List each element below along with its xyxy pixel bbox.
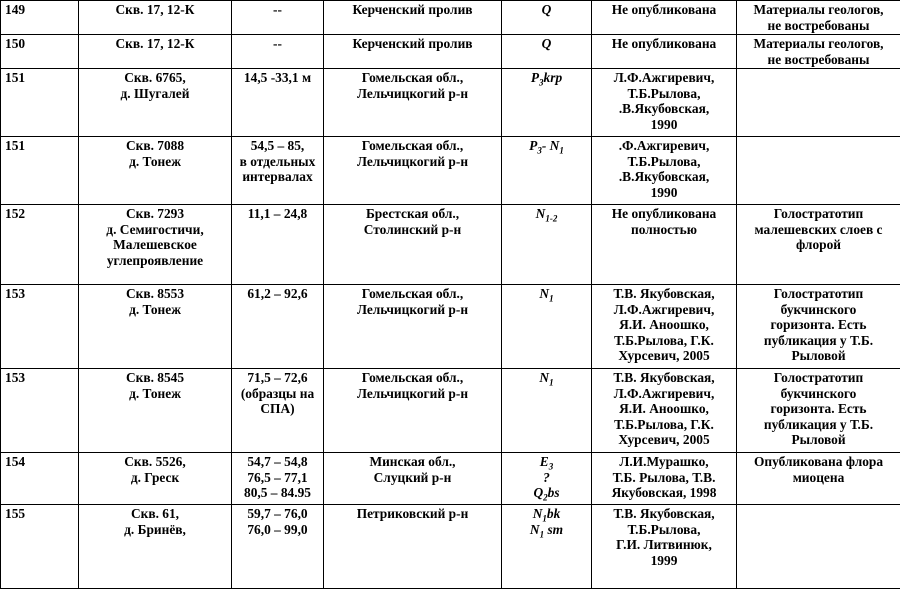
- cell-line: Т.Б.Рылова, Г.К.: [594, 417, 734, 433]
- cell-line: 1990: [594, 185, 734, 201]
- cell-line: Лельчицкогий р-н: [326, 86, 499, 102]
- cell-line: флорой: [739, 237, 898, 253]
- strat-subscript: 1-2: [545, 214, 557, 224]
- cell-line: Не опубликована: [594, 36, 734, 52]
- well-cell: [79, 285, 232, 369]
- strat-line: [504, 36, 589, 52]
- cell-line: .Ф.Ажгиревич,: [594, 138, 734, 154]
- cell-line: Скв. 17, 12-К: [81, 36, 229, 52]
- location-cell: [324, 1, 502, 35]
- depth-cell: [232, 205, 324, 285]
- table-row: [1, 205, 900, 285]
- stratigraphy-cell: [502, 1, 592, 35]
- cell-line: д. Тонеж: [81, 302, 229, 318]
- cell-line: .В.Якубовская,: [594, 169, 734, 185]
- cell-line: 54,5 – 85,: [234, 138, 321, 154]
- cell-line: Я.И. Аноошко,: [594, 401, 734, 417]
- strat-subscript: 3: [549, 462, 554, 472]
- strat-text: bk: [547, 506, 560, 521]
- cell-line: Т.В. Якубовская,: [594, 506, 734, 522]
- strat-line: [504, 485, 589, 501]
- cell-line: Материалы геологов,: [739, 2, 898, 18]
- strat-subscript: 1: [549, 294, 554, 304]
- cell-line: --: [234, 2, 321, 18]
- cell-line: Скв. 6765,: [81, 70, 229, 86]
- cell-line: Л.Ф.Ажгиревич,: [594, 70, 734, 86]
- cell-line: Рыловой: [739, 432, 898, 448]
- strat-subscript: 2: [543, 493, 548, 503]
- well-cell: [79, 137, 232, 205]
- cell-line: д. Шугалей: [81, 86, 229, 102]
- cell-line: Л.Ф.Ажгиревич,: [594, 302, 734, 318]
- cell-line: Петриковский р-н: [326, 506, 499, 522]
- cell-line: 76,0 – 99,0: [234, 522, 321, 538]
- strat-text: ?: [543, 470, 550, 485]
- cell-line: 1990: [594, 117, 734, 133]
- table-row: [1, 1, 900, 35]
- depth-cell: [232, 69, 324, 137]
- stratigraphy-cell: [502, 505, 592, 589]
- location-cell: [324, 369, 502, 453]
- authors-cell: [592, 453, 737, 505]
- location-cell: [324, 137, 502, 205]
- well-cell: [79, 453, 232, 505]
- cell-line: 80,5 – 84.95: [234, 485, 321, 501]
- cell-line: Голостратотип: [739, 286, 898, 302]
- cell-line: Т.Б. Рылова, Т.В.: [594, 470, 734, 486]
- strat-line: [504, 370, 589, 386]
- cell-line: букчинского: [739, 386, 898, 402]
- location-cell: [324, 205, 502, 285]
- cell-line: Т.В. Якубовская,: [594, 286, 734, 302]
- cell-line: Гомельская обл.,: [326, 286, 499, 302]
- depth-cell: [232, 453, 324, 505]
- cell-line: Т.Б.Рылова,: [594, 522, 734, 538]
- table-row: [1, 35, 900, 69]
- cell-line: Не опубликована: [594, 206, 734, 222]
- depth-cell: [232, 505, 324, 589]
- table-row: [1, 505, 900, 589]
- strat-text: N: [536, 206, 546, 221]
- cell-line: горизонта. Есть: [739, 401, 898, 417]
- strat-text: Q: [542, 2, 552, 17]
- authors-cell: [592, 35, 737, 69]
- authors-cell: [592, 285, 737, 369]
- cell-line: Столинский р-н: [326, 222, 499, 238]
- strat-text: E: [540, 454, 549, 469]
- cell-line: 71,5 – 72,6: [234, 370, 321, 386]
- well-cell: [79, 205, 232, 285]
- cell-line: Скв. 5526,: [81, 454, 229, 470]
- stratigraphy-cell: [502, 35, 592, 69]
- cell-line: 61,2 – 92,6: [234, 286, 321, 302]
- strat-subscript: 1: [540, 529, 545, 539]
- strat-text: P: [529, 138, 537, 153]
- cell-line: Гомельская обл.,: [326, 138, 499, 154]
- depth-cell: [232, 35, 324, 69]
- well-cell: [79, 369, 232, 453]
- cell-line: Брестская обл.,: [326, 206, 499, 222]
- cell-line: полностью: [594, 222, 734, 238]
- location-cell: [324, 35, 502, 69]
- cell-line: Малешевское: [81, 237, 229, 253]
- notes-cell: [737, 205, 900, 285]
- row-number-cell: 153: [1, 369, 79, 453]
- cell-line: Якубовская, 1998: [594, 485, 734, 501]
- cell-line: д. Тонеж: [81, 386, 229, 402]
- authors-cell: [592, 505, 737, 589]
- cell-line: не востребованы: [739, 52, 898, 68]
- cell-line: Керченский пролив: [326, 36, 499, 52]
- row-number-cell: 155: [1, 505, 79, 589]
- strat-subscript: 1: [542, 514, 547, 524]
- table-row: [1, 137, 900, 205]
- cell-line: Лельчицкогий р-н: [326, 386, 499, 402]
- strat-line: [504, 506, 589, 522]
- notes-cell: [737, 1, 900, 35]
- cell-line: миоцена: [739, 470, 898, 486]
- cell-line: --: [234, 36, 321, 52]
- strat-line: [504, 470, 589, 486]
- notes-cell: [737, 137, 900, 205]
- cell-line: Т.Б.Рылова,: [594, 86, 734, 102]
- cell-line: Гомельская обл.,: [326, 70, 499, 86]
- strat-subscript: 1: [559, 146, 564, 156]
- well-cell: [79, 505, 232, 589]
- strat-line: [504, 522, 589, 538]
- cell-line: публикация у Т.Б.: [739, 333, 898, 349]
- stratigraphy-cell: [502, 69, 592, 137]
- cell-line: Скв. 8553: [81, 286, 229, 302]
- cell-line: Т.В. Якубовская,: [594, 370, 734, 386]
- cell-line: Скв. 7088: [81, 138, 229, 154]
- authors-cell: [592, 137, 737, 205]
- strat-line: [504, 206, 589, 222]
- strat-subscript: 1: [549, 378, 554, 388]
- cell-line: Я.И. Аноошко,: [594, 317, 734, 333]
- cell-line: малешевских слоев с: [739, 222, 898, 238]
- cell-line: не востребованы: [739, 18, 898, 34]
- row-number-cell: 149: [1, 1, 79, 35]
- well-cell: [79, 1, 232, 35]
- depth-cell: [232, 285, 324, 369]
- cell-line: Скв. 8545: [81, 370, 229, 386]
- strat-subscript: 3: [539, 78, 544, 88]
- cell-line: Скв. 17, 12-К: [81, 2, 229, 18]
- cell-line: Л.И.Мурашко,: [594, 454, 734, 470]
- strat-line: [504, 454, 589, 470]
- cell-line: 14,5 -33,1 м: [234, 70, 321, 86]
- cell-line: Т.Б.Рылова,: [594, 154, 734, 170]
- row-number-cell: 153: [1, 285, 79, 369]
- cell-line: д. Греск: [81, 470, 229, 486]
- notes-cell: [737, 35, 900, 69]
- stratigraphy-cell: [502, 369, 592, 453]
- cell-line: букчинского: [739, 302, 898, 318]
- authors-cell: [592, 205, 737, 285]
- strat-line: [504, 70, 589, 86]
- strat-text: - N: [542, 138, 559, 153]
- table-row: [1, 69, 900, 137]
- location-cell: [324, 453, 502, 505]
- cell-line: Т.Б.Рылова, Г.К.: [594, 333, 734, 349]
- row-number-cell: 154: [1, 453, 79, 505]
- table-body: [1, 1, 900, 589]
- cell-line: СПА): [234, 401, 321, 417]
- stratigraphy-cell: [502, 285, 592, 369]
- strat-line: [504, 138, 589, 154]
- strat-text: sm: [544, 522, 563, 537]
- cell-line: Рыловой: [739, 348, 898, 364]
- notes-cell: [737, 453, 900, 505]
- cell-line: Хурсевич, 2005: [594, 348, 734, 364]
- cell-line: Хурсевич, 2005: [594, 432, 734, 448]
- depth-cell: [232, 369, 324, 453]
- table-row: [1, 285, 900, 369]
- location-cell: [324, 69, 502, 137]
- strat-text: N: [539, 286, 549, 301]
- cell-line: (образцы на: [234, 386, 321, 402]
- cell-line: 76,5 – 77,1: [234, 470, 321, 486]
- cell-line: Не опубликована: [594, 2, 734, 18]
- row-number-cell: 151: [1, 137, 79, 205]
- cell-line: 54,7 – 54,8: [234, 454, 321, 470]
- location-cell: [324, 285, 502, 369]
- cell-line: Скв. 61,: [81, 506, 229, 522]
- cell-line: Г.И. Литвинюк,: [594, 537, 734, 553]
- strat-line: [504, 2, 589, 18]
- cell-line: д. Семигостичи,: [81, 222, 229, 238]
- cell-line: 1999: [594, 553, 734, 569]
- cell-line: д. Бринёв,: [81, 522, 229, 538]
- cell-line: Керченский пролив: [326, 2, 499, 18]
- authors-cell: [592, 369, 737, 453]
- cell-line: .В.Якубовская,: [594, 101, 734, 117]
- cell-line: д. Тонеж: [81, 154, 229, 170]
- cell-line: 11,1 – 24,8: [234, 206, 321, 222]
- stratigraphy-cell: [502, 137, 592, 205]
- notes-cell: [737, 285, 900, 369]
- cell-line: Голостратотип: [739, 206, 898, 222]
- well-cell: [79, 35, 232, 69]
- strat-text: P: [531, 70, 539, 85]
- table-row: [1, 453, 900, 505]
- strat-text: N: [530, 522, 540, 537]
- location-cell: [324, 505, 502, 589]
- cell-line: интервалах: [234, 169, 321, 185]
- strat-text: Q: [533, 485, 543, 500]
- stratigraphy-cell: [502, 205, 592, 285]
- row-number-cell: 151: [1, 69, 79, 137]
- cell-line: Лельчицкогий р-н: [326, 154, 499, 170]
- well-cell: [79, 69, 232, 137]
- strat-text: N: [533, 506, 543, 521]
- row-number-cell: 152: [1, 205, 79, 285]
- depth-cell: [232, 1, 324, 35]
- depth-cell: [232, 137, 324, 205]
- stratigraphy-cell: [502, 453, 592, 505]
- notes-cell: [737, 69, 900, 137]
- cell-line: Лельчицкогий р-н: [326, 302, 499, 318]
- cell-line: Слуцкий р-н: [326, 470, 499, 486]
- row-number-cell: 150: [1, 35, 79, 69]
- table-row: [1, 369, 900, 453]
- authors-cell: [592, 69, 737, 137]
- strat-line: [504, 286, 589, 302]
- cell-line: Материалы геологов,: [739, 36, 898, 52]
- cell-line: Л.Ф.Ажгиревич,: [594, 386, 734, 402]
- strat-subscript: 3: [537, 146, 542, 156]
- authors-cell: [592, 1, 737, 35]
- cell-line: в отдельных: [234, 154, 321, 170]
- strat-text: N: [539, 370, 549, 385]
- cell-line: Гомельская обл.,: [326, 370, 499, 386]
- strat-text: krp: [544, 70, 563, 85]
- cell-line: Минская обл.,: [326, 454, 499, 470]
- strat-text: bs: [548, 485, 560, 500]
- cell-line: 59,7 – 76,0: [234, 506, 321, 522]
- cell-line: горизонта. Есть: [739, 317, 898, 333]
- notes-cell: [737, 369, 900, 453]
- strat-text: Q: [542, 36, 552, 51]
- cell-line: Голостратотип: [739, 370, 898, 386]
- cell-line: Скв. 7293: [81, 206, 229, 222]
- cell-line: углепроявление: [81, 253, 229, 269]
- notes-cell: [737, 505, 900, 589]
- cell-line: Опубликована флора: [739, 454, 898, 470]
- cell-line: публикация у Т.Б.: [739, 417, 898, 433]
